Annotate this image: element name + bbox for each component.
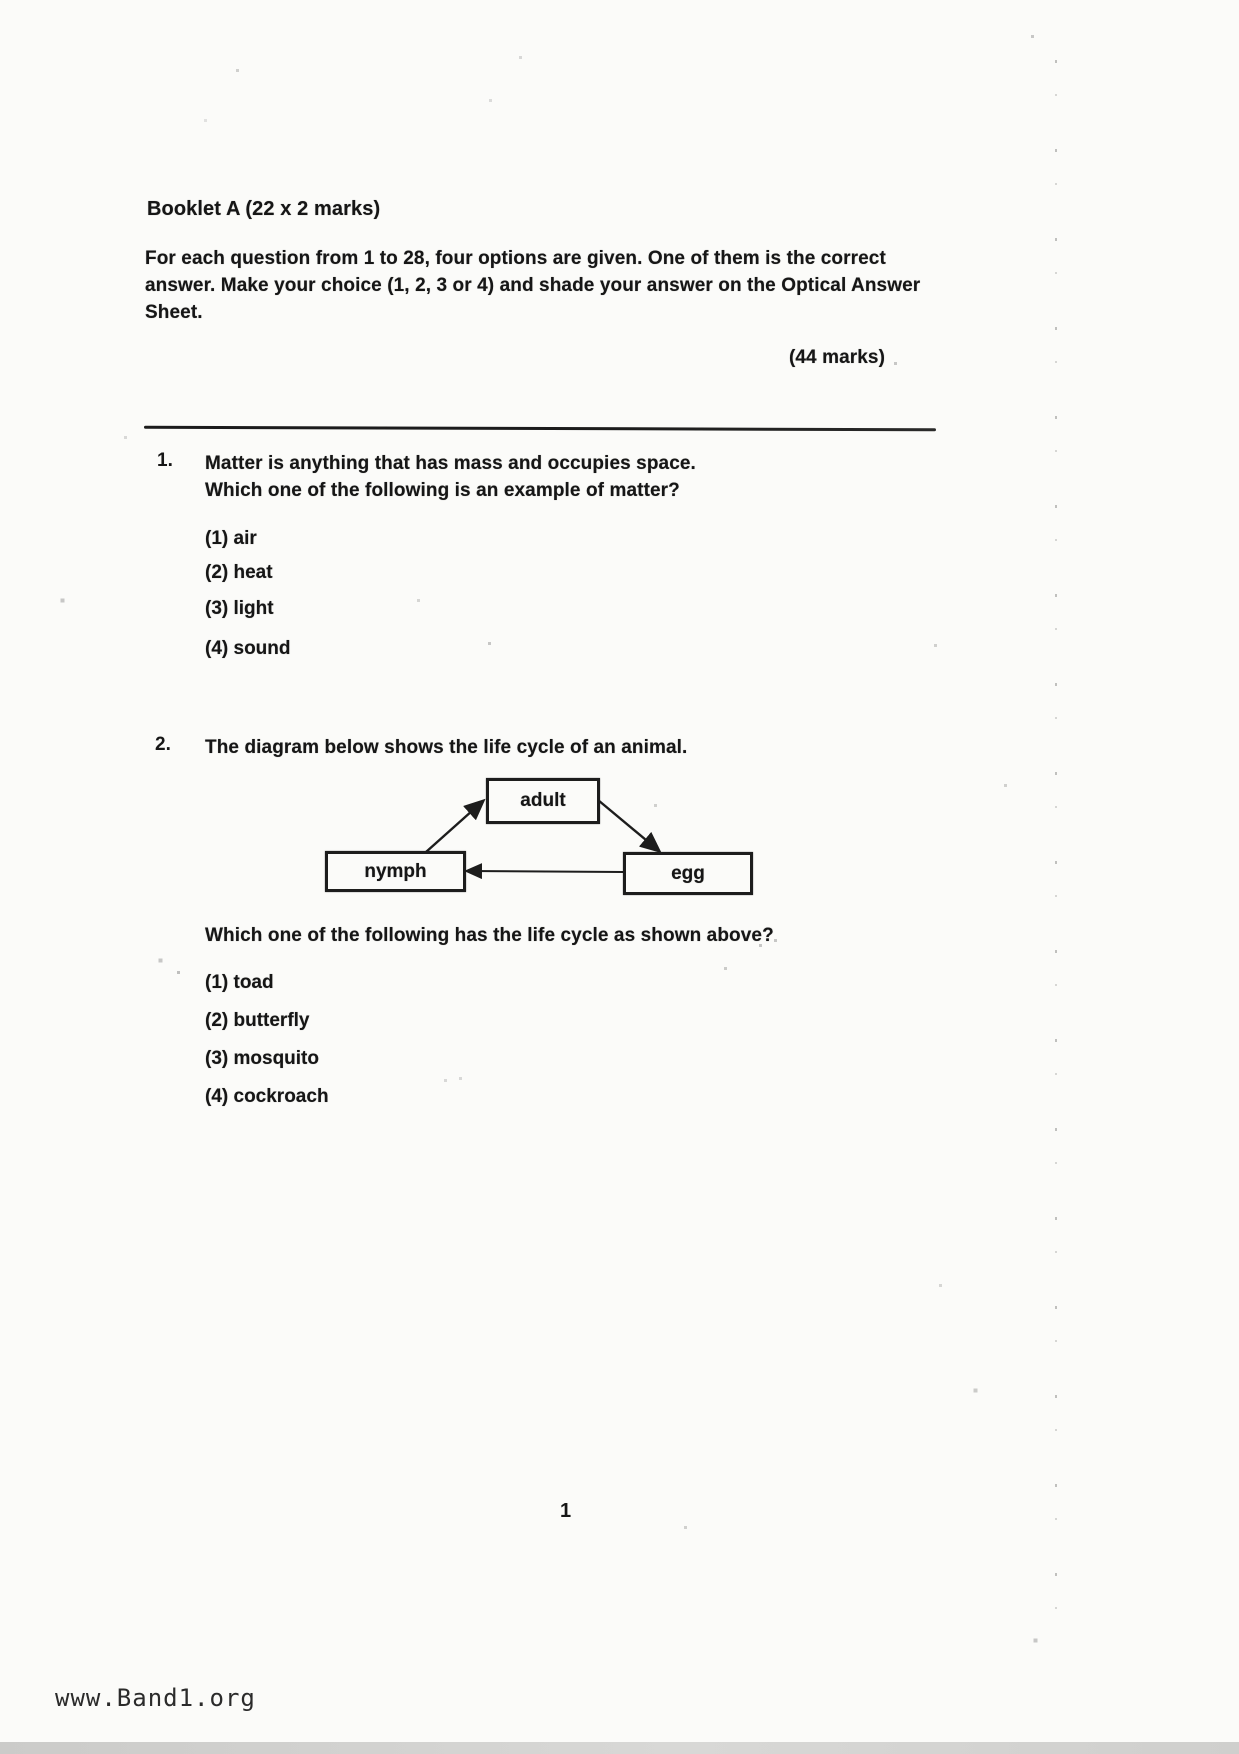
diagram-node-adult (486, 778, 600, 824)
question-1-number: 1. (157, 450, 173, 471)
question-2-number: 2. (155, 734, 171, 755)
diagram-node-egg (623, 852, 753, 895)
question-2-text: The diagram below shows the life cycle of an animal. (205, 737, 688, 758)
question-1-option-4: (4) sound (205, 638, 291, 659)
scan-noise-specks (0, 0, 1, 1)
diagram-node-adult-label: adult (520, 790, 566, 811)
question-2-option-1: (1) toad (205, 972, 274, 993)
question-2-option-4: (4) cockroach (205, 1086, 329, 1107)
question-2-option-3: (3) mosquito (205, 1048, 319, 1069)
question-1-option-2: (2) heat (205, 562, 273, 583)
question-1-text-line-1: Matter is anything that has mass and occupies space. (205, 453, 696, 474)
instructions-line-3: Sheet. (145, 302, 203, 323)
scan-noise-column (1055, 60, 1057, 1620)
page-number: 1 (560, 1500, 572, 1522)
scan-bottom-edge (0, 1742, 1239, 1754)
question-1-text-line-2: Which one of the following is an example of matter? (205, 480, 680, 501)
diagram-node-nymph (325, 851, 466, 892)
diagram-node-nymph-label: nymph (364, 860, 427, 882)
total-marks: (44 marks) (788, 347, 885, 368)
question-2-option-2: (2) butterfly (205, 1010, 310, 1031)
life-cycle-diagram (300, 770, 770, 910)
instructions-line-2: answer. Make your choice (1, 2, 3 or 4) and shade your answer on the Optical Answer (145, 275, 921, 296)
question-1-option-3: (3) light (205, 598, 274, 619)
section-divider (144, 426, 936, 431)
question-1-option-1: (1) air (205, 528, 257, 549)
diagram-node-egg-label: egg (671, 862, 705, 884)
instructions-line-1: For each question from 1 to 28, four options are given. One of them is the correct (145, 248, 886, 269)
booklet-title: Booklet A (22 x 2 marks) (147, 198, 381, 220)
footer-url: www.Band1.org (55, 1684, 256, 1712)
question-2-sub-text: Which one of the following has the life cycle as shown above? (205, 925, 774, 946)
